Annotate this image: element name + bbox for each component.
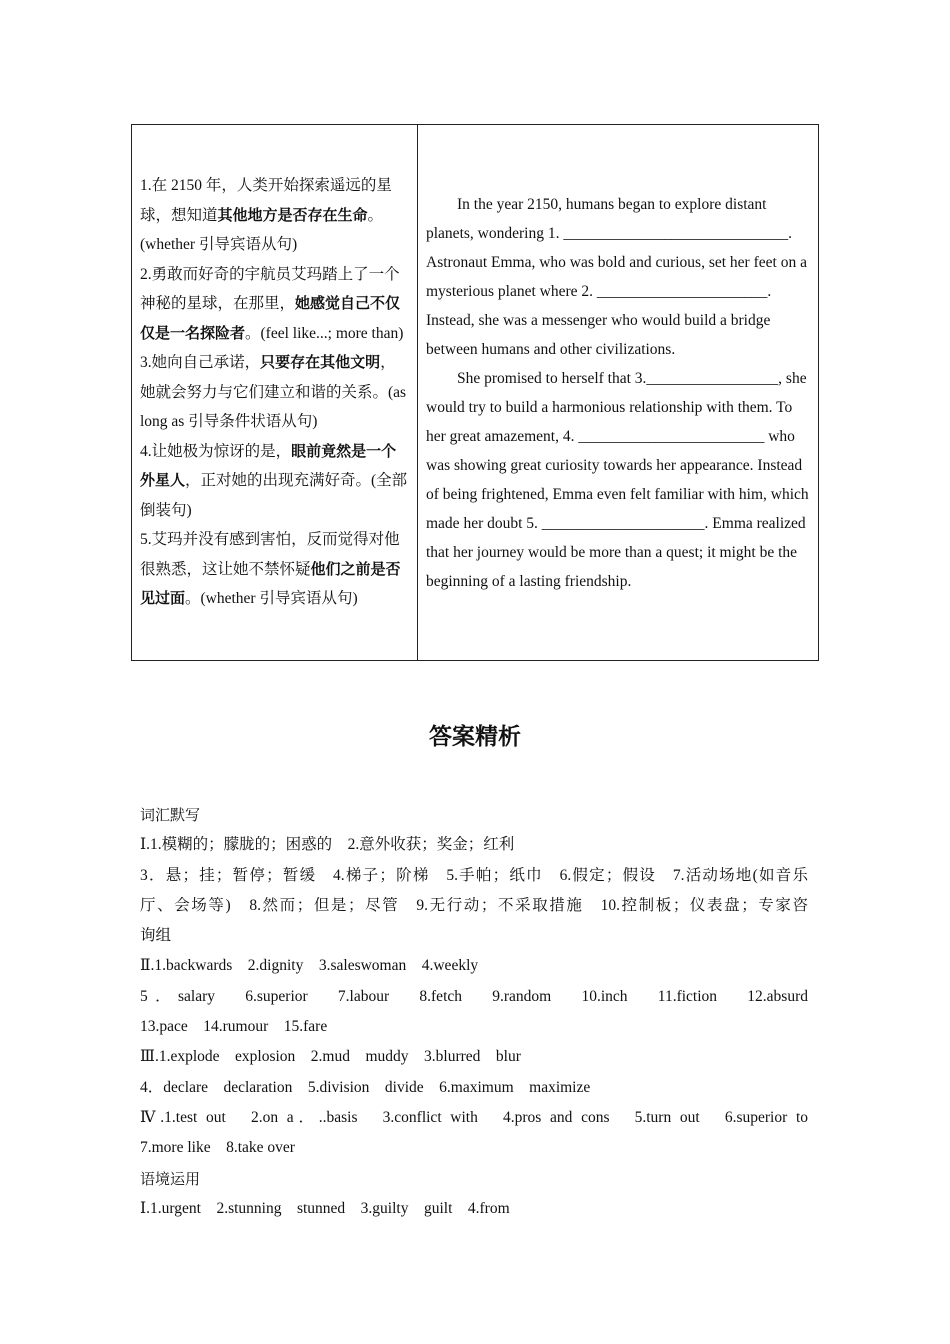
answer-line: 5．salary 6.superior 7.labour 8.fetch 9.random 10.inch 11.fiction 12.absurd — [140, 987, 808, 1005]
prompt-2: 2.勇敢而好奇的宇航员艾玛踏上了一个神秘的星球，在那里，她感觉自己不仅仅是一名探险者。(feel like...; more than) — [140, 265, 404, 342]
answer-line: 厅、会场等) 8.然而；但是；尽管 9.无行动；不采取措施 10.控制板；仪表盘；专家咨 — [140, 896, 808, 914]
answer-line: 7.more like 8.take over — [140, 1139, 295, 1157]
answer-line: 4．declare declaration 5.division divide 6.maximum maximize — [140, 1078, 591, 1096]
vocab-heading: 词汇默写 — [140, 806, 201, 824]
answer-line: 询组 — [140, 927, 172, 945]
passage-paragraph-2: She promised to herself that 3._________________, she would try to build a harmonious relationship with them. To her great amazement, 4. ________________________ who was showing great curiosity towards her appearance. Instead of being frightened, Emma even felt familiar with him, which made her doubt 5. _____________________. Emma realized that her journey would be more than a quest; it might be the beginning of a lasting friendship. — [426, 369, 809, 590]
prompt-1: 1.在 2150 年，人类开始探索遥远的星球，想知道其他地方是否存在生命。(whether 引导宾语从句) — [140, 177, 392, 254]
answer-key — [140, 800, 808, 1224]
answer-line: Ⅳ.1.test out 2.on a．..basis 3.conflict with 4.pros and cons 5.turn out 6.superior to — [140, 1108, 808, 1126]
chinese-prompts-cell — [132, 125, 418, 661]
passage-paragraph-1: In the year 2150, humans began to explore distant planets, wondering 1. _____________________________. Astronaut Emma, who was bold and curious, set her feet on a mysterious planet where 2. ______________________. Instead, she was a messenger who would build a bridge between humans and other civilizations. — [426, 195, 807, 358]
answer-line: 3．悬；挂；暂停；暂缓 4.梯子；阶梯 5.手帕；纸巾 6.假定；假设 7.活动场地(如音乐 — [140, 866, 808, 884]
prompt-5: 5.艾玛并没有感到害怕，反而觉得对他很熟悉，这让她不禁怀疑他们之前是否见过面。(whether 引导宾语从句) — [140, 531, 401, 608]
prompt-3: 3.她向自己承诺，只要存在其他文明，她就会努力与它们建立和谐的关系。(as long as 引导条件状语从句) — [140, 353, 407, 431]
answer-line: 13.pace 14.rumour 15.fare — [140, 1018, 328, 1036]
english-passage-cell — [418, 125, 819, 661]
answer-line: Ⅱ.1.backwards 2.dignity 3.saleswoman 4.weekly — [140, 957, 479, 975]
prompt-4: 4.让她极为惊讶的是，眼前竟然是一个外星人，正对她的出现充满好奇。(全部倒装句) — [140, 441, 408, 519]
writing-task-table — [131, 124, 819, 661]
answer-line: Ⅰ.1.模糊的；朦胧的；困惑的 2.意外收获；奖金；红利 — [140, 836, 515, 854]
answer-section-title: 答案精析 — [429, 724, 521, 750]
usage-heading: 语境运用 — [140, 1169, 201, 1188]
answer-line: Ⅲ.1.explode explosion 2.mud muddy 3.blurred blur — [140, 1048, 521, 1066]
answer-line: Ⅰ.1.urgent 2.stunning stunned 3.guilty guilt 4.from — [140, 1199, 510, 1217]
